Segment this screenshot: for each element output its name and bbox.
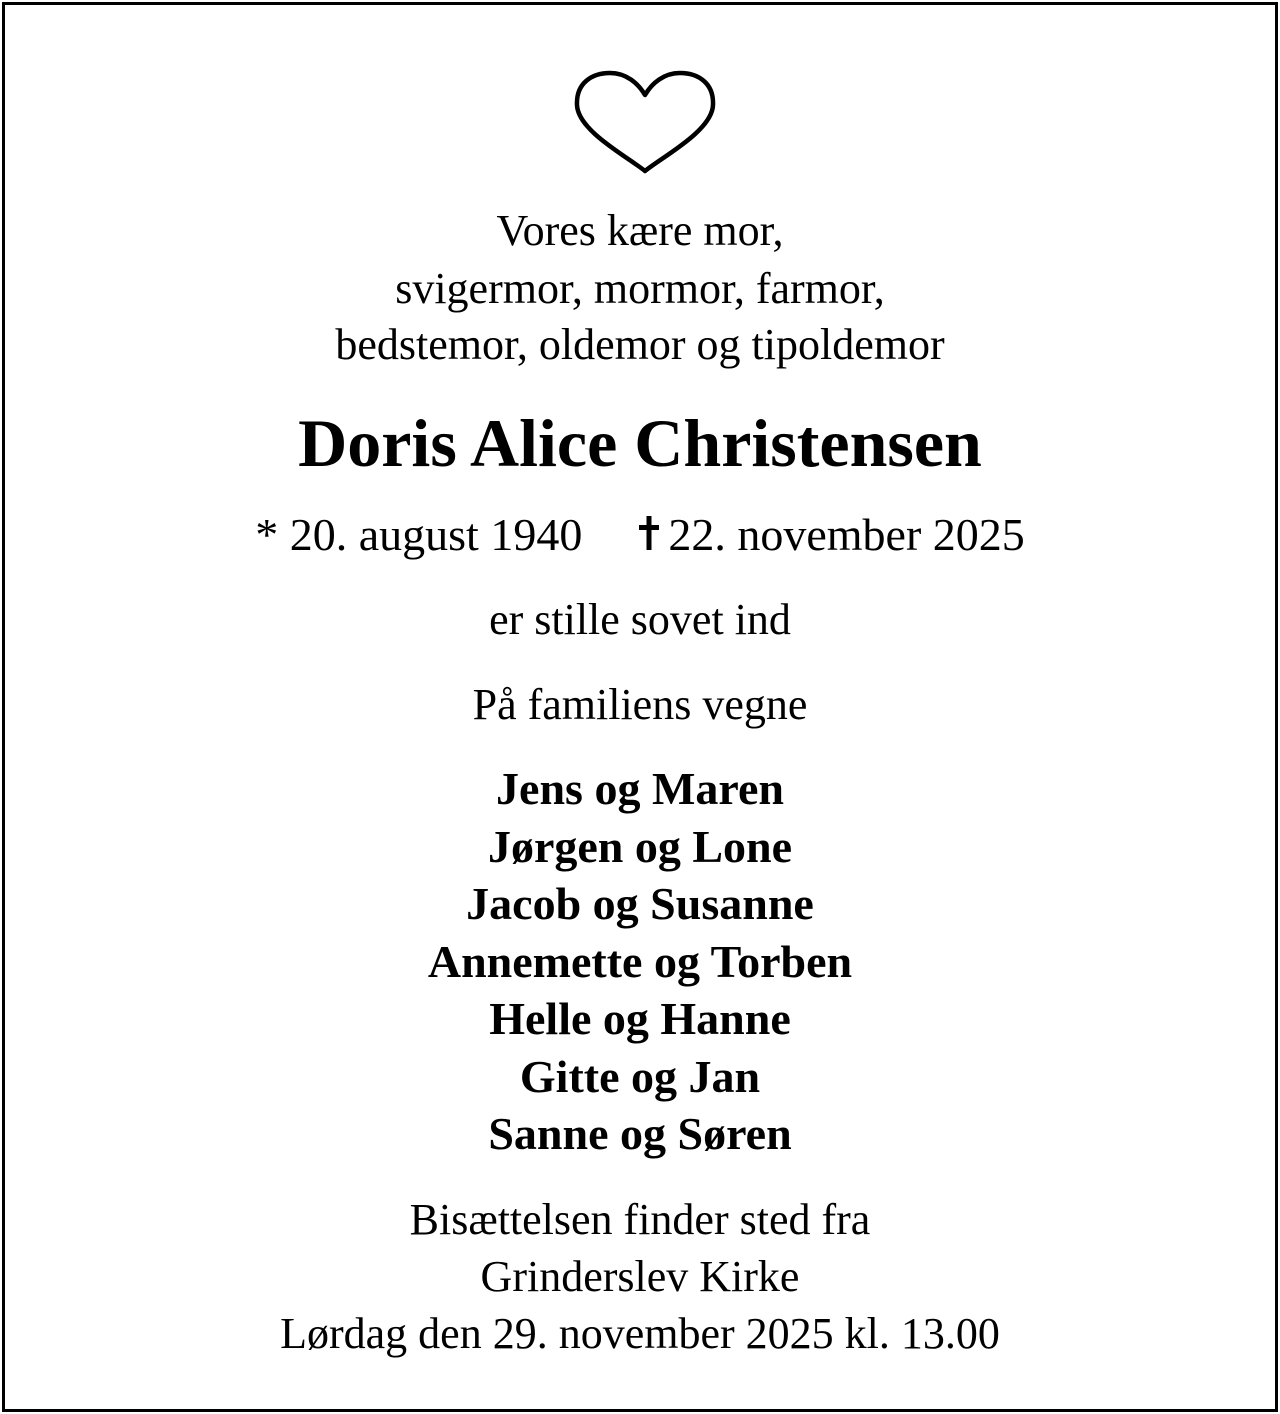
life-dates: [5, 507, 1275, 563]
intro-line-2: svigermor, mormor, farmor,: [395, 264, 885, 313]
obituary-notice: [2, 2, 1278, 1412]
service-datetime: Lørdag den 29. november 2025 kl. 13.00: [280, 1309, 1000, 1358]
intro-line-3: bedstemor, oldemor og tipoldemor: [335, 320, 945, 369]
family-member: Gitte og Jan: [519, 1050, 761, 1102]
birth-date: * 20. august 1940: [255, 509, 583, 560]
family-member: Jørgen og Lone: [487, 820, 793, 872]
deceased-name: Doris Alice Christensen: [298, 405, 982, 481]
family-member: Jacob og Susanne: [466, 878, 814, 929]
family-member: Sanne og Søren: [488, 1108, 792, 1159]
cross-icon: [638, 514, 660, 552]
passing-message: er stille sovet ind: [489, 595, 791, 644]
death-date: 22. november 2025: [668, 509, 1025, 560]
family-member: Annemette og Torben: [427, 935, 853, 987]
family-member: Jens og Maren: [496, 763, 784, 814]
heart-outline-icon: [570, 69, 720, 175]
intro-line-1: Vores kære mor,: [496, 206, 784, 255]
service-line-1: Bisættelsen finder sted fra: [409, 1195, 871, 1244]
service-venue: Grinderslev Kirke: [480, 1252, 800, 1301]
on-behalf-text: På familiens vegne: [472, 680, 808, 729]
family-member: Helle og Hanne: [489, 993, 791, 1044]
